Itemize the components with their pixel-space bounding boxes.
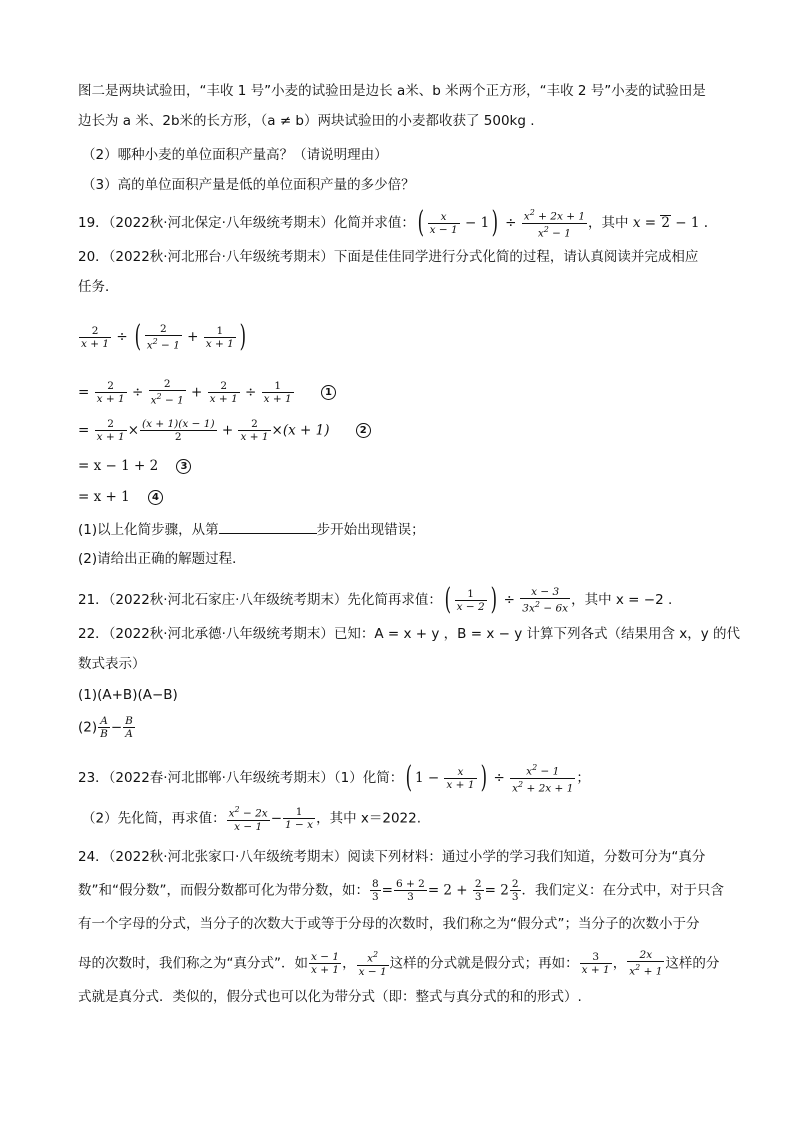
question-3: （3）高的单位面积产量是低的单位面积产量的多少倍？ [82, 177, 415, 193]
step-marker-2: 2 [356, 423, 371, 438]
right-paren: ) [491, 205, 499, 240]
step-3 [78, 456, 720, 476]
problem-23: 23．（2022春·河北邯郸·八年级统考期末）（1）化简：( 1 − $\frac{x}{x + 1}$ ) ÷ $\frac{x^2 - 1}{x^2 + 2x + 1}$ ； [78, 760, 590, 795]
problem-22-q2-prefix: (2) [78, 719, 98, 736]
step-3-expr: = x − 1 + 2 [78, 458, 159, 474]
problem-22-q1: (1)(A+B)(A−B) [78, 687, 178, 703]
problem-24-line2: 数”和“假分数”，而假分数都可化为带分数，如： $\frac{8}{3}$ = $\frac{6 + 2}{3}$ = 2 + $\frac{2}{3}$ = 2 $\frac{2}{3}$ ．我们定义：在分式中，对于只含 [78, 878, 724, 903]
step-marker-1: 1 [321, 385, 336, 400]
text-line: 边长为 a 米、2b米的长方形，（a ≠ b）两块试验田的小麦都收获了 500kg . [78, 113, 535, 129]
problem-23-q2-text: （2）先化简，再求值： [82, 810, 226, 827]
step-marker-4: 4 [148, 490, 163, 505]
problem-24-line3: 有一个字母的分式，当分子的次数大于或等于分母的次数时，我们称之为“假分式”；当分子的次数小于分 [78, 916, 700, 932]
expression-start: $\frac{2}{x + 1}$ ÷ ( $\frac{2}{x^2 - 1}$ + $\frac{1}{x + 1}$ ) [81, 319, 246, 354]
problem-22-line1: 22．（2022秋·河北承德·八年级统考期末）已知：A = x + y ，B = x − y 计算下列各式（结果用含 x，y 的代 [78, 626, 741, 642]
text-line: 图二是两块试验田，“丰收 1 号”小麦的试验田是边长 a米、b 米两个正方形，“丰收 2 号”小麦的试验田是 [78, 83, 706, 99]
problem-24-line1: 24．（2022秋·河北张家口·八年级统考期末）阅读下列材料：通过小学的学习我们知道，分数可分为“真分 [78, 849, 706, 865]
step-4-expr: = x + 1 [78, 489, 130, 505]
problem-23-text: 23．（2022春·河北邯郸·八年级统考期末）（1）化简： [78, 770, 404, 786]
step-1: = $\frac{2}{x + 1}$ ÷ $\frac{2}{x^2 - 1}$ + $\frac{2}{x + 1}$ ÷ $\frac{1}{x + 1}$ 1 [78, 378, 720, 407]
problem-24-text-b: ．我们定义：在分式中，对于只含 [521, 882, 724, 899]
problem-19: 19．（2022秋·河北保定·八年级统考期末）化简并求值：( $\frac{x}{x - 1}$ − 1) ÷ $\frac{x^2 + 2x + 1}{x^2 - 1}$ ，其中 x = 2 − 1 . [78, 205, 709, 240]
problem-19-tail: ，其中 [588, 215, 629, 231]
problem-20-line1: 20．（2022秋·河北邢台·八年级统考期末）下面是佳佳同学进行分式化简的过程，请认真阅读并完成相应 [78, 249, 699, 265]
problem-23-q2-tail: ，其中 x＝2022. [316, 810, 422, 827]
left-paren: ( [417, 205, 424, 240]
task-1-tail: 步开始出现错误； [316, 522, 425, 538]
problem-22-line2: 数式表示） [78, 656, 146, 672]
problem-24-line5: 式就是真分式．类似的，假分式也可以化为带分式（即：整式与真分式的和的形式）. [78, 989, 582, 1005]
problem-22-q2: (2) $\frac{A}{B}$ − $\frac{B}{A}$ [78, 715, 133, 740]
problem-24-text-c: 母的次数时，我们称之为“真分式”．如 [78, 955, 308, 972]
answer-blank[interactable] [219, 519, 317, 534]
task-2: (2)请给出正确的解题过程． [78, 551, 246, 567]
problem-24-line4: 母的次数时，我们称之为“真分式”．如 $\frac{x - 1}{x + 1}$ ， $\frac{x^2}{x - 1}$ 这样的分式就是假分式；再如： $\frac{3}{x + 1}$ ， $\frac{2x}{x^2 + 1}$ 这样的分 [78, 949, 720, 978]
problem-24-text-e: 这样的分 [665, 955, 720, 972]
step-4 [78, 487, 720, 507]
problem-21-tail: ，其中 x = −2 . [571, 592, 673, 608]
problem-20-line2: 任务． [78, 279, 119, 295]
step-marker-3: 3 [176, 459, 191, 474]
problem-23-q2: （2）先化简，再求值： $\frac{x^2 - 2x}{x - 1}$ − $\frac{1}{1 - x}$ ，其中 x＝2022. [82, 805, 422, 833]
problem-19-text: 19．（2022秋·河北保定·八年级统考期末）化简并求值： [78, 215, 415, 231]
task-1 [78, 519, 720, 540]
task-1-text: (1)以上化简步骤，从第 [78, 522, 219, 538]
question-2: （2）哪种小麦的单位面积产量高？（请说明理由） [82, 147, 388, 163]
step-2: = $\frac{2}{x + 1}$ × $\frac{(x + 1)(x - 1)}{2}$ + $\frac{2}{x + 1}$ ×(x + 1) 2 [78, 418, 720, 443]
problem-21: 21．（2022秋·河北石家庄·八年级统考期末）先化简再求值：( $\frac{1}{x - 2}$ ) ÷ $\frac{x - 3}{3x^2 - 6x}$ ，其中 x = −2 . [78, 582, 673, 617]
problem-24-text: 数”和“假分数”，而假分数都可化为带分数，如： [78, 882, 369, 899]
problem-24-text-d: 这样的分式就是假分式；再如： [389, 955, 579, 972]
problem-21-text: 21．（2022秋·河北石家庄·八年级统考期末）先化简再求值： [78, 592, 442, 608]
